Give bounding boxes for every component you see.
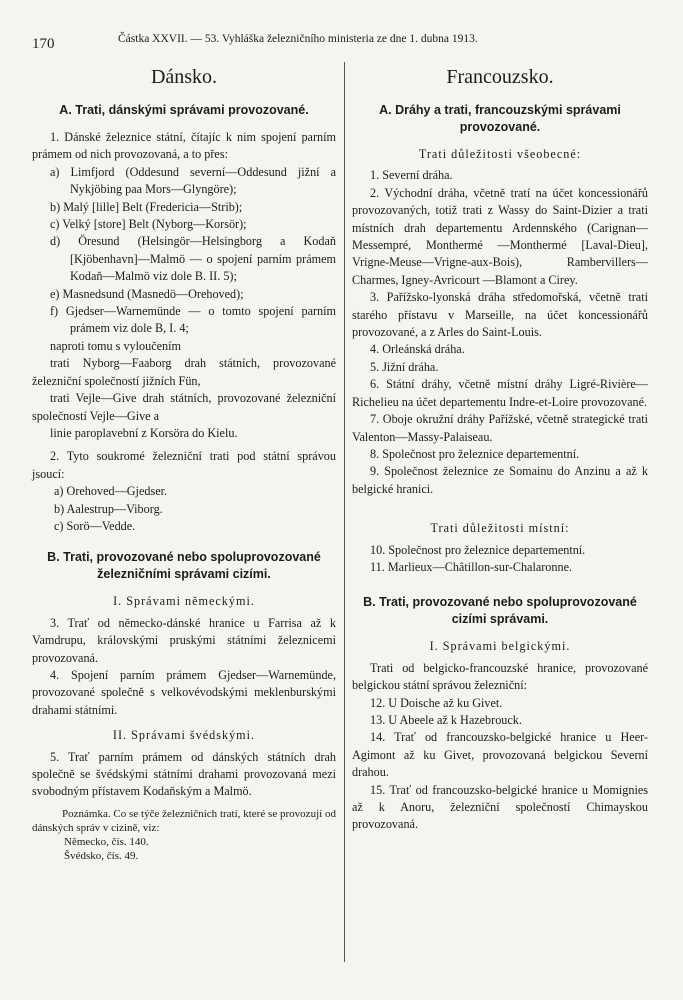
list-item: 8. Společnost pro železnice departementní. (370, 446, 580, 461)
paragraph-1: 1. Dánské železnice státní, čítajíc k nim spojení parním prámem od nich provozovaná, a to přes: (32, 130, 336, 162)
note-item: Švédsko, čís. 49. (64, 849, 139, 862)
list-item: b) Malý [lille] Belt (Fredericia—Strib); (50, 199, 243, 214)
section-a-heading: A. Dráhy a trati, francouzskými správami provozované. (379, 103, 621, 134)
list-item: 3. Pařížsko-lyonská dráha středomořská, včetně trati starého přístavu v Marseille, na účet koncessionářů provozované, a z Arles do Saint-Louis. (352, 290, 648, 340)
paragraph-intro: Trati od belgicko-francouzské hranice, provozované belgickou státní správou železniční: (352, 660, 648, 693)
section-b-heading: B. Trati, provozované nebo spoluprovozované železničními správami cizími. (47, 550, 321, 582)
exception-item: trati Nyborg—Faaborg drah státních, provozované železniční společností jižních Fün, (32, 356, 336, 388)
exception-item: trati Vejle—Give drah státních, provozované železniční společností Vejle—Give a (32, 391, 336, 423)
list-item: a) Orehoved—Gjedser. (54, 484, 168, 499)
right-column (352, 64, 648, 834)
list-item: c) Sorö—Vedde. (54, 518, 136, 533)
country-heading-denmark: Dánsko. (150, 66, 218, 88)
page-header (0, 33, 683, 55)
paragraph-4: 4. Spojení parním prámem Gjedser—Warnemünde, provozované společně s velkovévodskými meklenburskými drahami státními. (32, 667, 336, 717)
subsection-belgian: I. Správami belgickými. (429, 639, 571, 654)
exception-item: linie paroplavební z Korsöra do Kielu. (50, 425, 238, 440)
list-item: 14. Trať od francouzsko-belgické hranice u Heer-Agimont až ku Givet, provozovaná belgickou Severní drahou. (352, 730, 648, 780)
list-item: 4. Orleánská dráha. (370, 342, 465, 357)
list-item: 11. Marlieux—Châtillon-sur-Chalaronne. (370, 559, 573, 574)
paragraph-2: 2. Tyto soukromé železniční trati pod státní správou jsoucí: (32, 449, 336, 481)
list-item: 6. Státní dráhy, včetně místní dráhy Ligré-Rivière—Richelieu na účet departementu Indre-et-Loire provozované. (352, 377, 648, 409)
list-item: f) Gjedser—Warnemünde — o tomto spojení parním prámem viz dole B, I. 4; (50, 304, 336, 336)
subsection-general: Trati důležitosti všeobecné: (418, 147, 582, 161)
running-head: Částka XXVII. — 53. Vyhláška železničního ministeria ze dne 1. dubna 1913. (118, 33, 478, 45)
list-item: a) Limfjord (Oddesund severní—Oddesund jižní a Nykjöbing paa Mors—Glyngöre); (50, 164, 336, 197)
note-item: Německo, čís. 140. (64, 835, 149, 848)
subsection-local: Trati důležitosti místní: (430, 521, 570, 536)
subsection-german: I. Správami německými. (113, 594, 255, 609)
left-column (32, 64, 336, 863)
list-item: 5. Jižní dráha. (370, 359, 439, 374)
list-item: e) Masnedsund (Masnedö—Orehoved); (50, 286, 244, 301)
list-item: 1. Severní dráha. (370, 168, 453, 183)
list-item: c) Velký [store] Belt (Nyborg—Korsör); (50, 217, 247, 232)
page-number: 170 (32, 36, 55, 52)
list-item: b) Aalestrup—Viborg. (54, 501, 163, 516)
exception-intro: naproti tomu s vyloučením (50, 338, 181, 353)
list-item: 13. U Abeele až k Hazebrouck. (370, 712, 522, 727)
list-item: d) Öresund (Helsingör—Helsingborg a Kodaň [Kjöbenhavn]—Malmö — o spojení parním prámem Kodaň—Malmö viz dole B. II. 5); (50, 234, 336, 284)
list-item: 15. Trať od francouzsko-belgické hranice u Momignies až k Anoru, železniční společností Chimayskou provozovaná. (352, 782, 648, 832)
paragraph-3: 3. Trať od německo-dánské hranice u Farrisa až k Vamdrupu, královskými pruskými státními železnicemi provozovaná. (32, 615, 336, 665)
paragraph-5: 5. Trať parním prámem od dánských státních drah společně se švédskými státními drahami provozovaná mezi svobodným přístavem Kodaňským a Malmö. (32, 749, 336, 799)
section-a-heading: A. Trati, dánskými správami provozované. (59, 103, 309, 117)
list-item: 10. Společnost pro železnice departementní. (370, 542, 586, 557)
list-item: 12. U Doische až ku Givet. (370, 695, 503, 710)
list-item: 7. Oboje okružní dráhy Pařížské, včetně strategické trati Valenton—Massy-Palaiseau. (352, 412, 648, 444)
note: Poznámka. Co se týče železničních tratí, které se provozují od dánských správ v cizině, viz: (32, 807, 336, 834)
section-b-heading: B. Trati, provozované nebo spoluprovozované cizími správami. (363, 595, 637, 627)
list-item: 2. Východní dráha, včetně tratí na účet koncessionářů provozovaných, totiž trati z Wassy do Saint-Dizier a trati místních drah departementu Ardennského (Carignan—Messempré, Monthermé —Monthermé [Laval-Dieu], Vrigne-Meuse—Vrigne-aux-Bois), Rambervillers—Charmes, Igney-Avricourt —Blamont a Cirey. (352, 185, 648, 287)
subsection-swedish: II. Správami švédskými. (112, 728, 256, 743)
list-item: 9. Společnost železnice ze Somainu do Anzinu a až k belgické hranici. (352, 464, 648, 496)
country-heading-france: Francouzsko. (446, 66, 554, 88)
column-divider (344, 62, 345, 962)
